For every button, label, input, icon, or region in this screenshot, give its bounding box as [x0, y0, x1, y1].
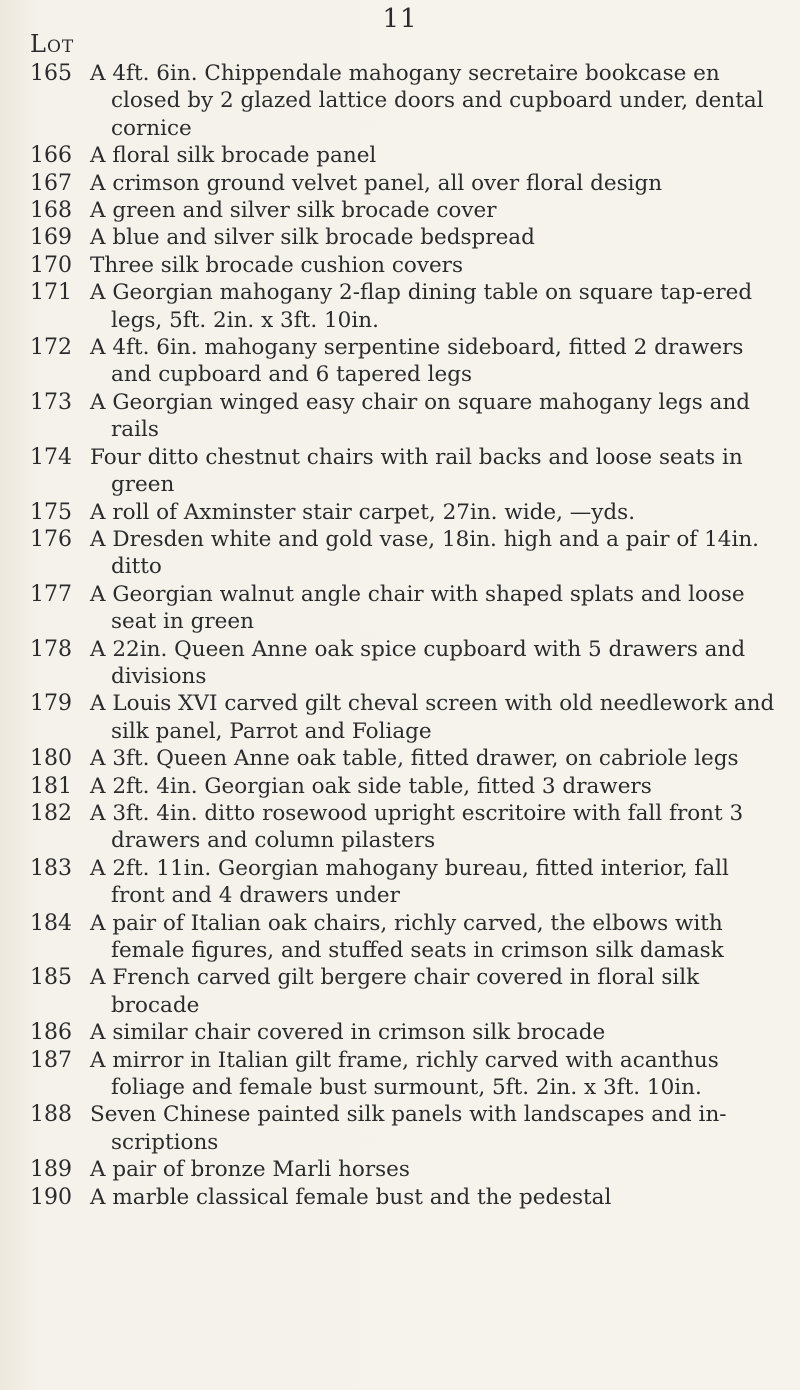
lot-number: 179	[30, 691, 72, 717]
lot-number: 184	[30, 910, 72, 936]
lot-description: A Louis XVI carved gilt cheval screen with old needlework and silk panel, Parrot and Foliage	[90, 691, 775, 744]
lot-entry	[30, 910, 780, 965]
lot-number: 173	[30, 389, 72, 415]
lot-column-heading: Lot	[30, 30, 75, 58]
lot-entry	[30, 745, 780, 772]
lot-description: A Dresden white and gold vase, 18in. high and a pair of 14in. ditto	[90, 526, 760, 580]
lot-number: 165	[30, 61, 72, 86]
lot-number: 169	[30, 225, 72, 251]
lot-number: 172	[30, 335, 72, 361]
lot-entry	[30, 690, 780, 745]
lot-description: A similar chair covered in crimson silk brocade	[90, 1020, 606, 1046]
lot-number: 176	[30, 526, 72, 552]
lot-number: 175	[30, 499, 72, 525]
page-number: 11	[382, 4, 418, 34]
lot-description: Three silk brocade cushion covers	[90, 252, 463, 278]
lot-number: 171	[30, 280, 72, 306]
lot-number: 168	[30, 198, 72, 224]
lot-description: A green and silver silk brocade cover	[90, 198, 497, 224]
lot-entry	[30, 964, 780, 1019]
lot-number: 189	[30, 1157, 72, 1183]
lot-number: 166	[30, 143, 72, 169]
lot-description: A crimson ground velvet panel, all over floral design	[90, 170, 663, 196]
lot-description: A 4ft. 6in. mahogany serpentine sideboard, fitted 2 drawers and cupboard and 6 tapered legs	[90, 335, 744, 388]
lot-description: A pair of Italian oak chairs, richly carved, the elbows with female figures, and stuffed seats in crimson silk damask	[90, 910, 724, 963]
lot-entry	[30, 499, 780, 526]
lot-entry	[30, 224, 780, 251]
lot-entry	[30, 1156, 780, 1183]
lot-number: 178	[30, 636, 72, 662]
lot-entry	[30, 1047, 780, 1102]
lot-description: Four ditto chestnut chairs with rail backs and loose seats in green	[90, 444, 743, 498]
lot-number: 182	[30, 800, 72, 826]
lot-number: 177	[30, 581, 72, 607]
lot-entry	[30, 279, 780, 334]
lot-entry	[30, 444, 780, 499]
lot-entry	[30, 526, 780, 581]
lot-description: A 2ft. 4in. Georgian oak side table, fitted 3 drawers	[90, 773, 652, 799]
lot-number: 181	[30, 773, 72, 799]
lot-number: 188	[30, 1102, 72, 1128]
lot-entry	[30, 855, 780, 910]
lot-description: A marble classical female bust and the pedestal	[90, 1184, 612, 1210]
lot-entry	[30, 197, 780, 224]
lot-entry	[30, 581, 780, 636]
lot-entry	[30, 334, 780, 389]
lot-entry	[30, 170, 780, 197]
lot-entry	[30, 800, 780, 855]
lot-description: A Georgian mahogany 2-flap dining table on square tap-ered legs, 5ft. 2in. x 3ft. 10in.	[90, 280, 753, 333]
lot-description: A 22in. Queen Anne oak spice cupboard with 5 drawers and divisions	[90, 636, 746, 689]
lot-description: A French carved gilt bergere chair covered in floral silk brocade	[90, 965, 700, 1018]
lot-number: 167	[30, 170, 72, 196]
lot-entry	[30, 389, 780, 444]
lot-number: 190	[30, 1184, 72, 1210]
lot-description: A floral silk brocade panel	[90, 143, 377, 169]
lot-entry	[30, 142, 780, 169]
lot-entry	[30, 1019, 780, 1046]
lot-description: A Georgian walnut angle chair with shaped splats and loose seat in green	[90, 581, 745, 635]
lot-description: A roll of Axminster stair carpet, 27in. wide, —yds.	[90, 499, 636, 525]
lot-list	[30, 60, 780, 1211]
lot-number: 170	[30, 252, 72, 278]
lot-number: 174	[30, 444, 72, 470]
lot-description: A blue and silver silk brocade bedspread	[90, 225, 535, 251]
lot-description: Seven Chinese painted silk panels with landscapes and in-scriptions	[90, 1102, 727, 1155]
lot-description: A Georgian winged easy chair on square mahogany legs and rails	[90, 389, 751, 443]
lot-number: 186	[30, 1020, 72, 1046]
lot-description: A mirror in Italian gilt frame, richly carved with acanthus foliage and female bust surmount, 5ft. 2in. x 3ft. 10in.	[90, 1047, 719, 1101]
lot-entry	[30, 773, 780, 800]
lot-description: A pair of bronze Marli horses	[90, 1157, 410, 1183]
lot-entry	[30, 252, 780, 279]
lot-number: 187	[30, 1047, 72, 1073]
lot-entry	[30, 60, 780, 142]
lot-description: A 3ft. Queen Anne oak table, fitted drawer, on cabriole legs	[90, 746, 739, 772]
lot-number: 185	[30, 965, 72, 991]
lot-entry	[30, 636, 780, 691]
lot-description: A 3ft. 4in. ditto rosewood upright escritoire with fall front 3 drawers and column pilasters	[90, 800, 744, 854]
lot-number: 183	[30, 855, 72, 881]
lot-entry	[30, 1184, 780, 1211]
lot-number: 180	[30, 746, 72, 772]
lot-description: A 2ft. 11in. Georgian mahogany bureau, fitted interior, fall front and 4 drawers under	[90, 855, 729, 909]
lot-entry	[30, 1101, 780, 1156]
lot-description: A 4ft. 6in. Chippendale mahogany secretaire bookcase en closed by 2 glazed lattice doors and cupboard under, dental cornice	[90, 61, 764, 141]
